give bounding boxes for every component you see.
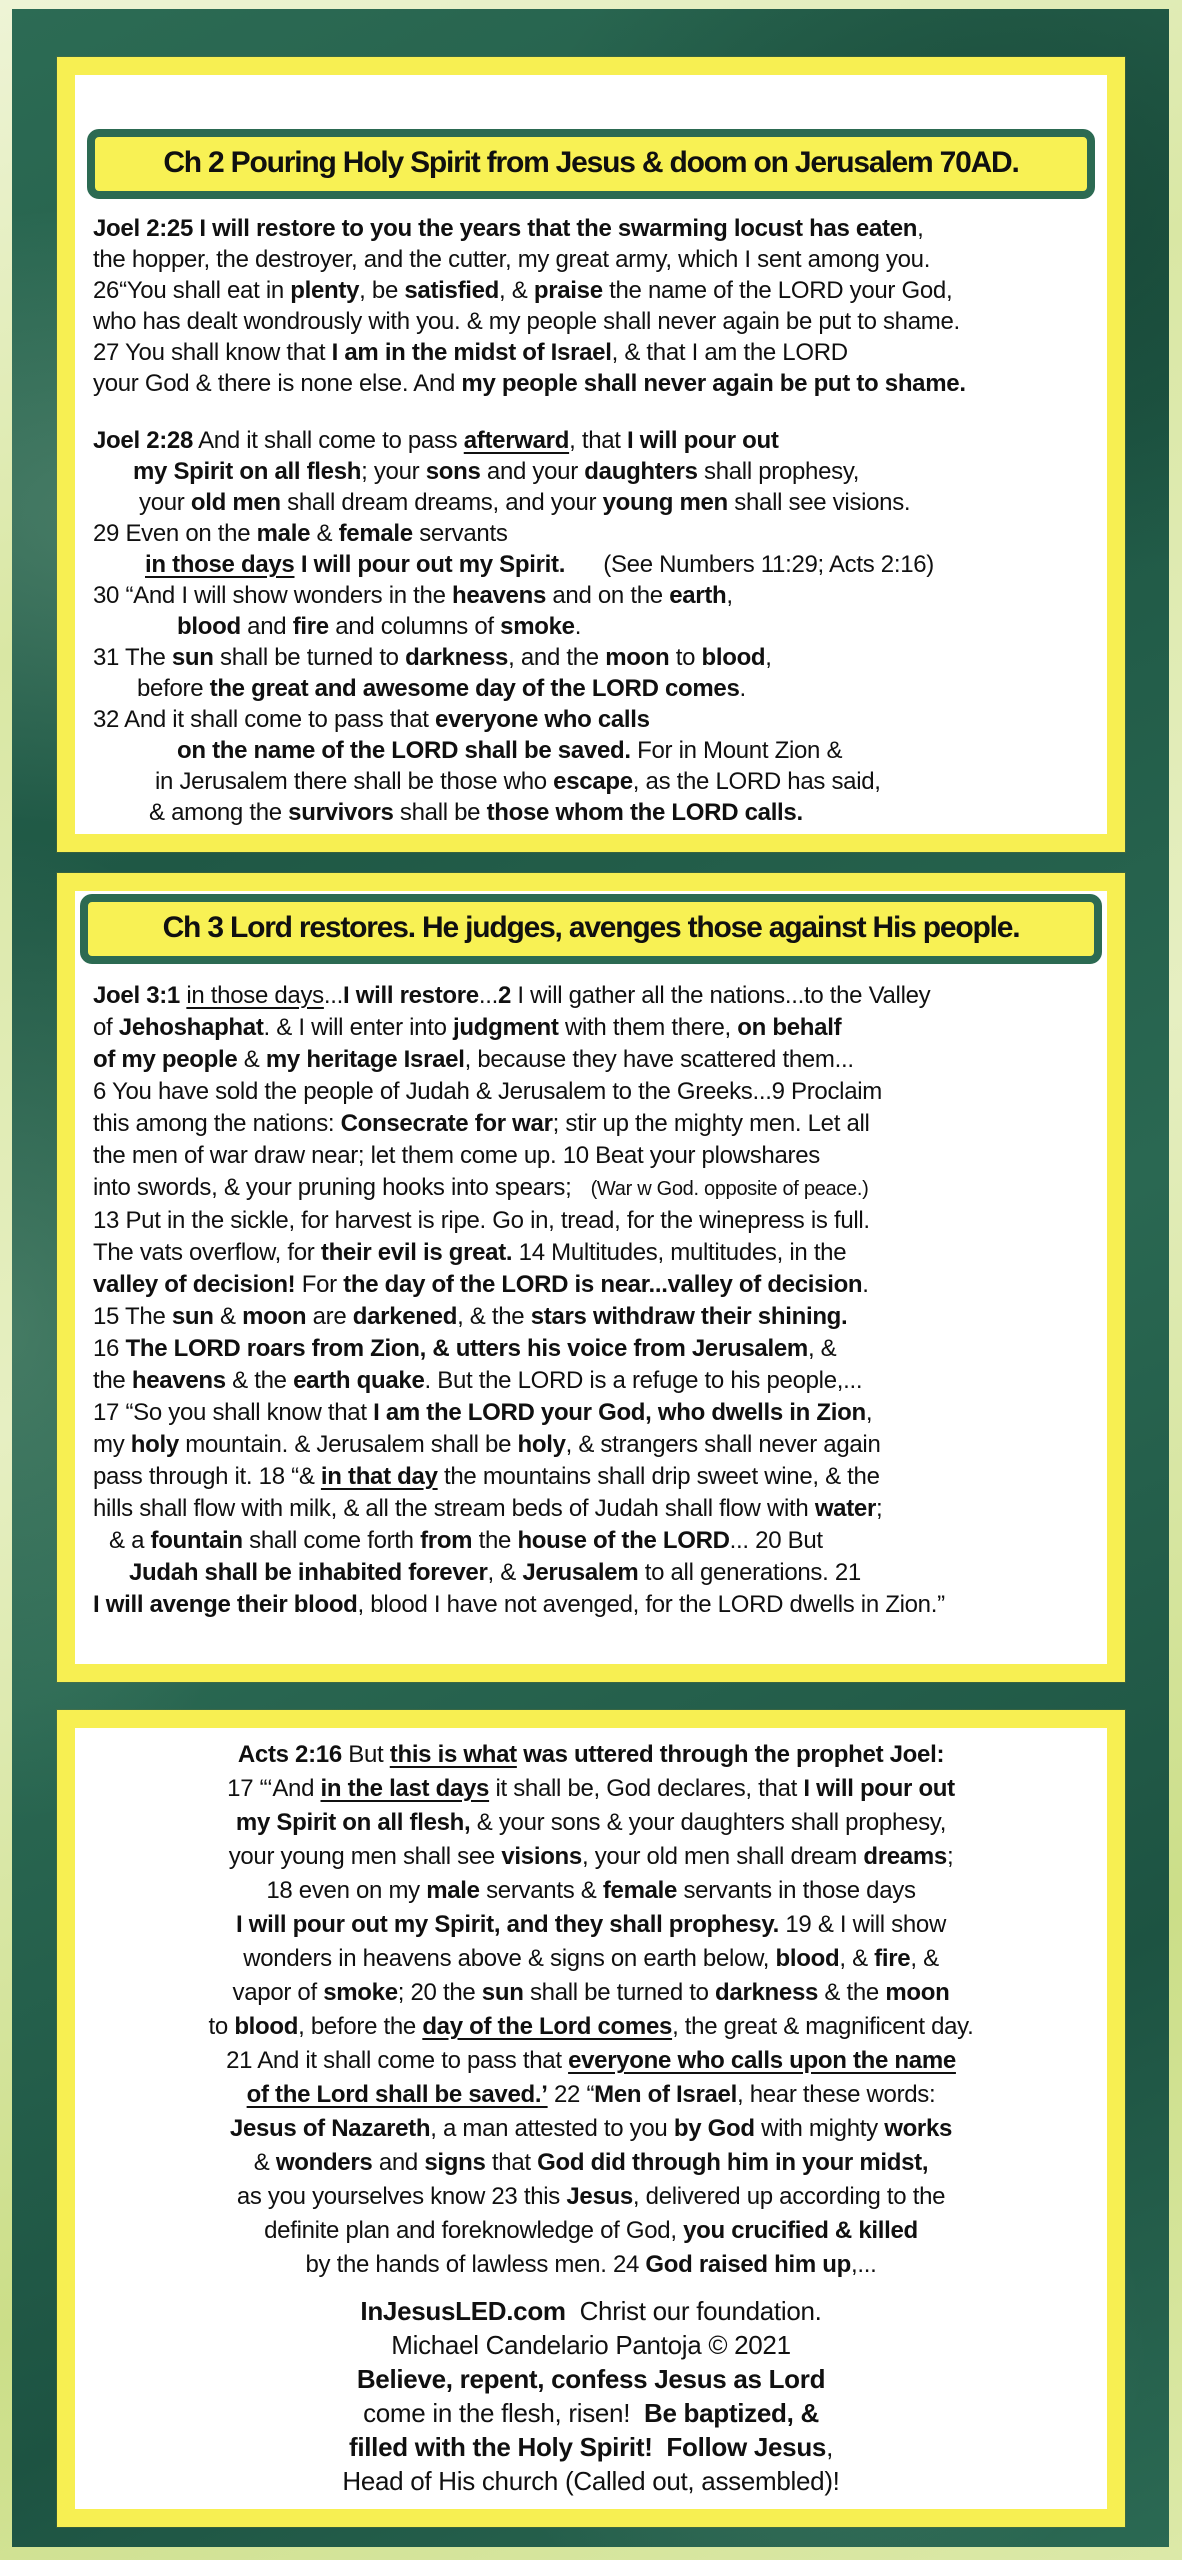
text-line: Joel 2:28 And it shall come to pass afterward, that I will pour out [93,427,779,454]
text-line: filled with the Holy Spirit! Follow Jesus, [348,2432,834,2462]
panel-joel-ch2-body [75,75,1107,834]
text-line: 30 “And I will show wonders in the heavens and on the earth, [93,582,733,609]
text-line: the men of war draw near; let them come up. 10 Beat your plowshares [93,1142,820,1169]
text-line: hills shall flow with milk, & all the stream beds of Judah shall flow with water; [93,1495,883,1522]
text-line: vapor of smoke; 20 the sun shall be turned to darkness & the moon [232,1979,950,2006]
text-line: 13 Put in the sickle, for harvest is ripe. Go in, tread, for the winepress is full. [93,1207,870,1234]
text-line: Believe, repent, confess Jesus as Lord [356,2364,826,2394]
text-line: in those days I will pour out my Spirit. (See Numbers 11:29; Acts 2:16) [145,551,934,578]
panel-joel-ch2-header-text: Ch 2 Pouring Holy Spirit from Jesus & doom on Jerusalem 70AD. [163,146,1019,179]
text-line: 26“You shall eat in plenty, be satisfied, & praise the name of the LORD your God, [93,277,953,304]
text-line: who has dealt wondrously with you. & my people shall never again be put to shame. [93,308,960,335]
text-line: come in the flesh, risen! Be baptized, & [363,2398,819,2428]
text-line: the hopper, the destroyer, and the cutter, my great army, which I sent among you. [93,246,931,273]
text-line: Judah shall be inhabited forever, & Jerusalem to all generations. 21 [129,1559,861,1586]
joel-3-block [75,980,1107,1621]
text-line: to blood, before the day of the Lord comes, the great & magnificent day. [208,2013,974,2040]
panel-acts-2 [57,1710,1125,2527]
text-line: I will pour out my Spirit, and they shall prophesy. 19 & I will show [236,1911,946,1938]
text-line: 17 “So you shall know that I am the LORD your God, who dwells in Zion, [93,1399,873,1426]
text-line: Joel 2:25 I will restore to you the years that the swarming locust has eaten, [93,215,924,242]
text-line: 18 even on my male servants & female servants in those days [266,1877,916,1904]
text-line: your young men shall see visions, your old men shall dream dreams; [228,1843,954,1870]
text-line: of Jehoshaphat. & I will enter into judgment with them there, on behalf [93,1014,842,1041]
text-line: & wonders and signs that God did through him in your midst, [253,2149,929,2176]
text-line: 31 The sun shall be turned to darkness, and the moon to blood, [93,644,772,671]
text-line: Head of His church (Called out, assembled)! [342,2466,840,2496]
text-line: 32 And it shall come to pass that everyone who calls [93,706,650,733]
text-line: of my people & my heritage Israel, because they have scattered them... [93,1046,854,1073]
text-line: your God & there is none else. And my people shall never again be put to shame. [93,370,966,397]
text-line: my Spirit on all flesh, & your sons & your daughters shall prophesy, [235,1809,947,1836]
acts-2-16-24-block [75,1738,1107,2282]
text-line: 21 And it shall come to pass that everyone who calls upon the name [226,2047,956,2074]
text-line: Acts 2:16 But this is what was uttered through the prophet Joel: [237,1741,945,1768]
text-line: InJesusLED.com Christ our foundation. [360,2296,822,2326]
text-line: valley of decision! For the day of the LORD is near...valley of decision. [93,1271,869,1298]
text-line: definite plan and foreknowledge of God, you crucified & killed [264,2217,918,2244]
text-line: your old men shall dream dreams, and your young men shall see visions. [139,489,911,516]
text-line: of the Lord shall be saved.’ 22 “Men of Israel, hear these words: [246,2081,936,2108]
panel-joel-ch3 [57,873,1125,1682]
text-line: pass through it. 18 “& in that day the mountains shall drip sweet wine, & the [93,1463,880,1490]
text-line: wonders in heavens above & signs on earth below, blood, & fire, & [243,1945,939,1972]
text-line: 27 You shall know that I am in the midst of Israel, & that I am the LORD [93,339,848,366]
text-line: blood and fire and columns of smoke. [177,613,582,640]
text-line: this among the nations: Consecrate for war; stir up the mighty men. Let all [93,1110,870,1137]
text-line: The vats overflow, for their evil is great. 14 Multitudes, multitudes, in the [93,1239,847,1266]
text-line: Jesus of Nazareth, a man attested to you by God with mighty works [229,2115,953,2142]
text-line: into swords, & your pruning hooks into spears; (War w God. opposite of peace.) [93,1174,869,1201]
text-line: my holy mountain. & Jerusalem shall be holy, & strangers shall never again [93,1431,881,1458]
text-line: I will avenge their blood, blood I have not avenged, for the LORD dwells in Zion.” [93,1591,945,1618]
text-line: 6 You have sold the people of Judah & Jerusalem to the Greeks...9 Proclaim [93,1078,882,1105]
joel-2-25-27-block [75,213,1107,399]
panel-joel-ch2-header [87,129,1095,199]
panel-joel-ch2 [57,57,1125,852]
text-line: Michael Candelario Pantoja © 2021 [391,2330,791,2360]
text-line: 29 Even on the male & female servants [93,520,508,547]
text-line: 16 The LORD roars from Zion, & utters his voice from Jerusalem, & [93,1335,837,1362]
text-line: before the great and awesome day of the LORD comes. [137,675,746,702]
panel-joel-ch3-header [80,894,1102,964]
text-line: 17 “‘And in the last days it shall be, God declares, that I will pour out [227,1775,955,1802]
text-line: as you yourselves know 23 this Jesus, delivered up according to the [236,2183,946,2210]
panel-acts-2-body [75,1728,1107,2509]
panel-joel-ch3-body [75,891,1107,1664]
text-line: & a fountain shall come forth from the house of the LORD... 20 But [109,1527,823,1554]
text-line: in Jerusalem there shall be those who escape, as the LORD has said, [155,768,881,795]
footer-block [75,2294,1107,2498]
text-line: 15 The sun & moon are darkened, & the stars withdraw their shining. [93,1303,848,1330]
text-line: & among the survivors shall be those whom the LORD calls. [149,799,803,826]
text-line: my Spirit on all flesh; your sons and your daughters shall prophesy, [133,458,860,485]
text-line: Joel 3:1 in those days...I will restore...2 I will gather all the nations...to the Valley [93,982,931,1009]
panel-joel-ch3-header-text: Ch 3 Lord restores. He judges, avenges those against His people. [162,911,1020,944]
joel-2-28-32-block [75,425,1107,828]
text-line: on the name of the LORD shall be saved. For in Mount Zion & [177,737,843,764]
text-line: the heavens & the earth quake. But the LORD is a refuge to his people,... [93,1367,863,1394]
text-line: by the hands of lawless men. 24 God raised him up,... [305,2251,877,2278]
